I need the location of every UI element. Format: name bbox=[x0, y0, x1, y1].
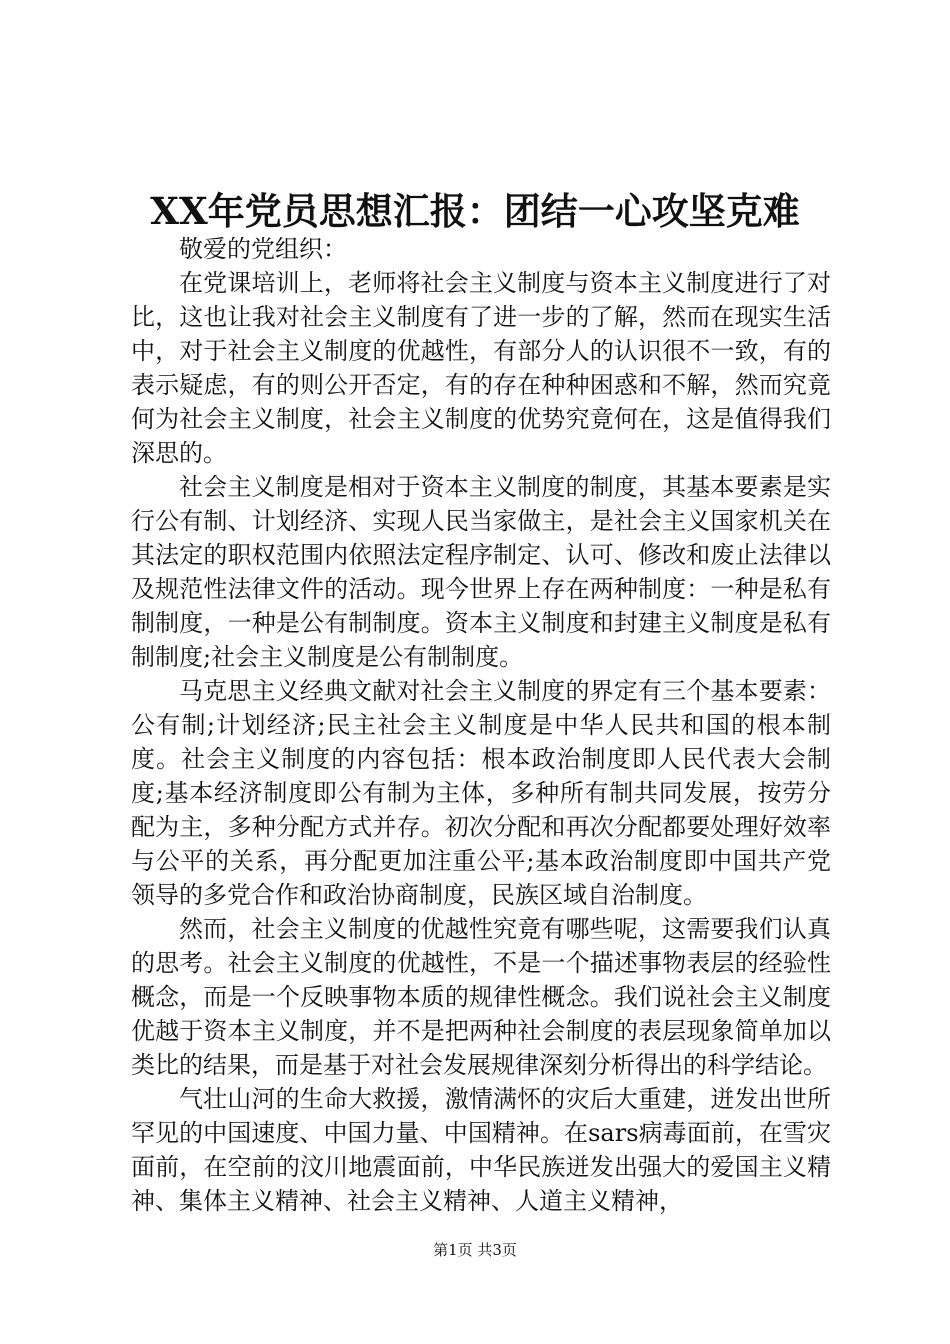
paragraph: 社会主义制度是相对于资本主义制度的制度，其基本要素是实行公有制、计划经济、实现人民当家做主，是社会主义国家机关在其法定的职权范围内依照法定程序制定、认可、修改和废止法律以及规范性法律文件的活动。现今世界上存在两种制度：一种是私有制制度，一种是公有制制度。资本主义制度和封建主义制度是私有制制度;社会主义制度是公有制制度。 bbox=[131, 473, 831, 671]
document-title: XX年党员思想汇报：团结一心攻坚克难 bbox=[150, 189, 800, 233]
paragraph: 然而，社会主义制度的优越性究竟有哪些呢，这需要我们认真的思考。社会主义制度的优越性，不是一个描述事物表层的经验性概念，而是一个反映事物本质的规律性概念。我们说社会主义制度优越于资本主义制度，并不是把两种社会制度的表层现象简单加以类比的结果，而是基于对社会发展规律深刻分析得出的科学结论。 bbox=[131, 915, 831, 1079]
paragraph: 气壮山河的生命大救援，激情满怀的灾后大重建，迸发出世所罕见的中国速度、中国力量、中国精神。在sars病毒面前，在雪灾面前，在空前的汶川地震面前，中华民族迸发出强大的爱国主义精神、集体主义精神、社会主义精神、人道主义精神， bbox=[131, 1085, 831, 1215]
page-number-footer: 第1页 共3页 bbox=[433, 1241, 517, 1259]
paragraph: 在党课培训上，老师将社会主义制度与资本主义制度进行了对比，这也让我对社会主义制度有了进一步的了解，然而在现实生活中，对于社会主义制度的优越性，有部分人的认识很不一致，有的表示疑虑，有的则公开否定，有的存在种种困惑和不解，然而究竟何为社会主义制度，社会主义制度的优势究竟何在，这是值得我们深思的。 bbox=[131, 269, 831, 467]
document-body bbox=[131, 232, 831, 1218]
salutation: 敬爱的党组织： bbox=[179, 235, 347, 263]
paragraph: 马克思主义经典文献对社会主义制度的界定有三个基本要素：公有制;计划经济;民主社会主义制度是中华人民共和国的根本制度。社会主义制度的内容包括：根本政治制度即人民代表大会制度;基本经济制度即公有制为主体，多种所有制共同发展，按劳分配为主，多种分配方式并存。初次分配和再次分配都要处理好效率与公平的关系，再分配更加注重公平;基本政治制度即中国共产党领导的多党合作和政治协商制度，民族区域自治制度。 bbox=[131, 677, 831, 909]
